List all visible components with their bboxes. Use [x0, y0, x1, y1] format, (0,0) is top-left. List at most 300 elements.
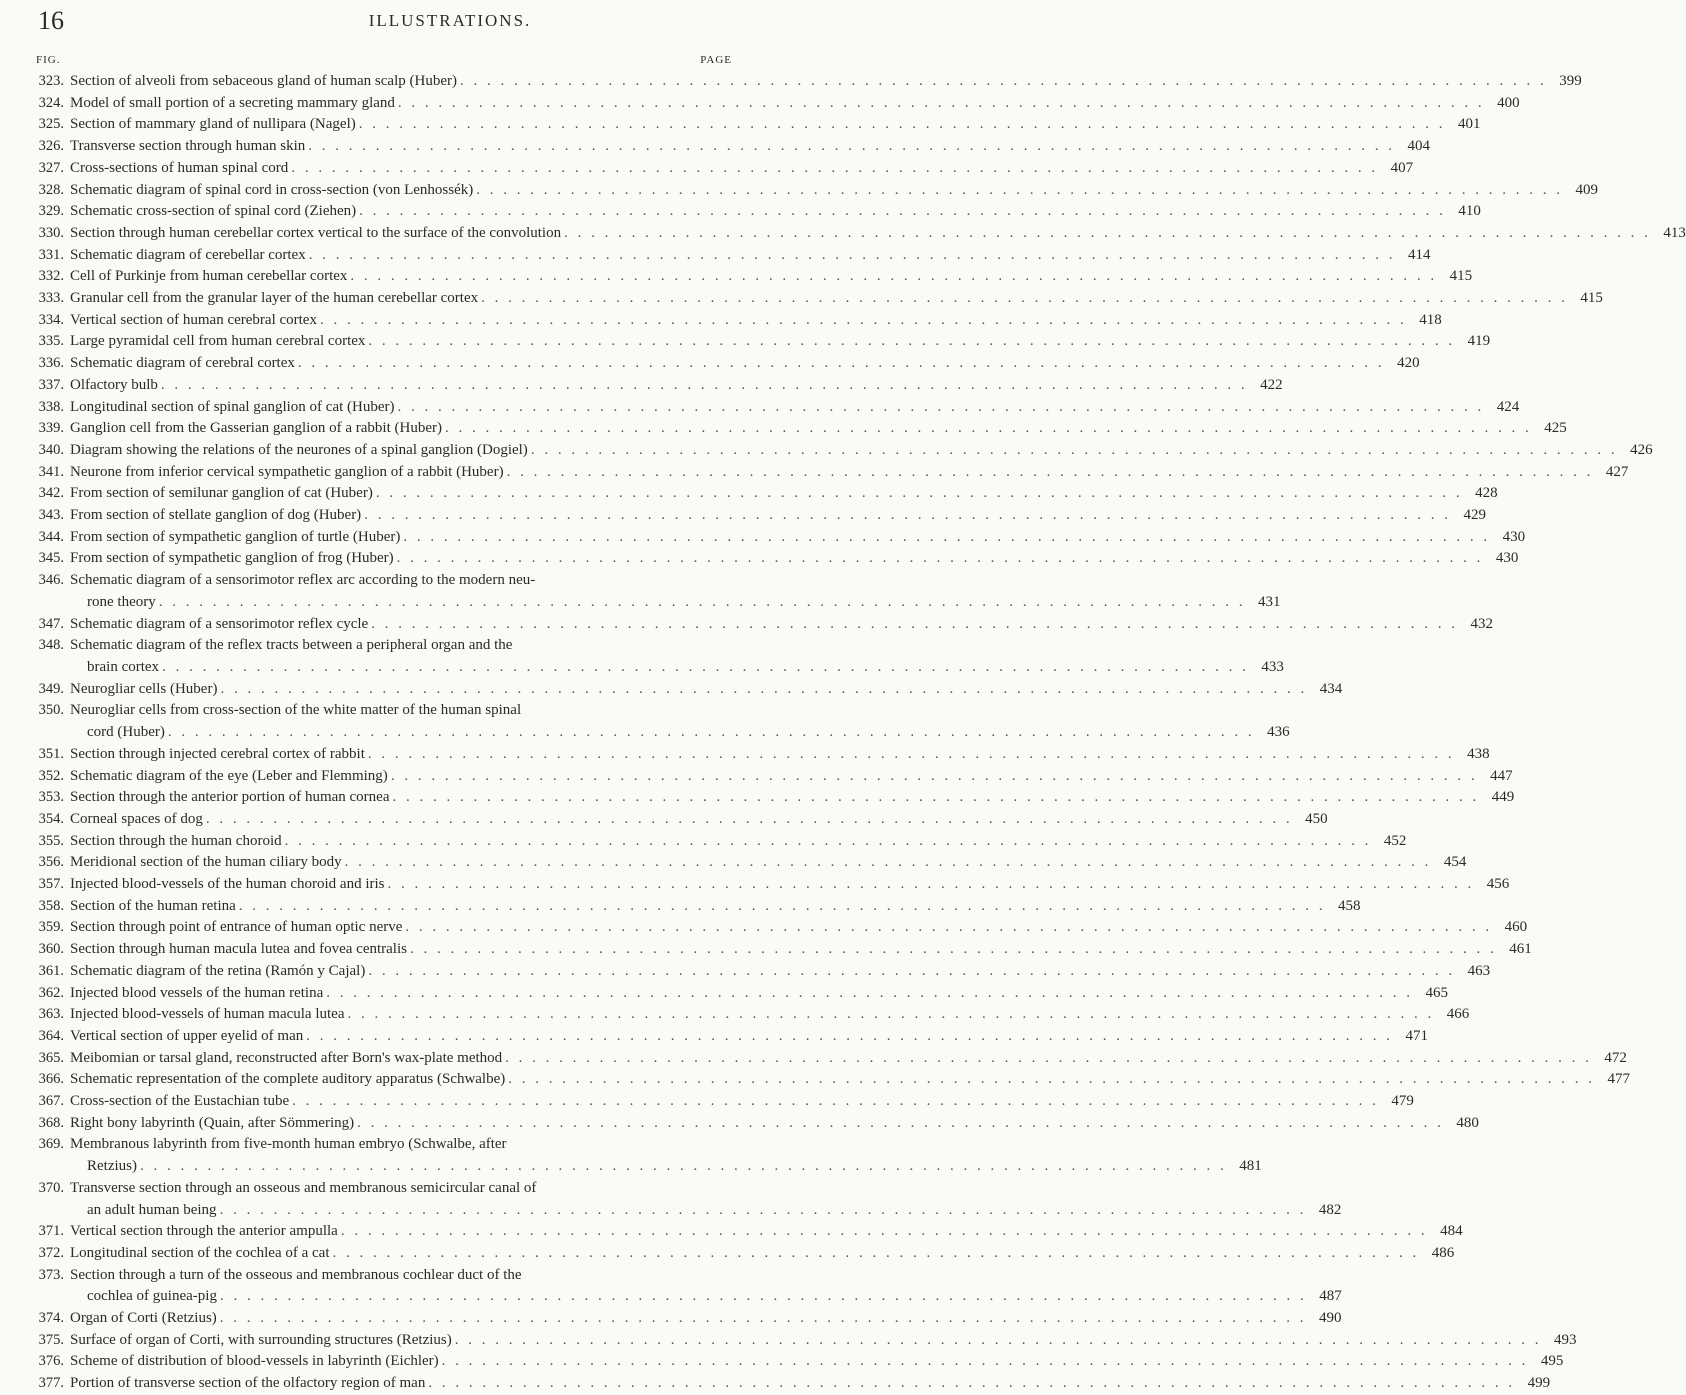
- dot-leader: [398, 93, 1485, 115]
- list-item: [0, 1351, 1564, 1373]
- figure-number: 371.: [38, 1223, 64, 1240]
- entry-title: Schematic diagram of cerebral cortex: [70, 355, 295, 372]
- page-reference: 460: [1504, 919, 1528, 936]
- entry-line: [70, 1069, 1630, 1091]
- list-item: [0, 917, 1528, 939]
- list-item: [0, 548, 1519, 570]
- dot-leader: [460, 71, 1547, 93]
- dot-leader: [162, 657, 1249, 679]
- figure-number: 345.: [38, 550, 64, 567]
- dot-leader: [308, 136, 1395, 158]
- page-reference: 415: [1580, 290, 1603, 307]
- page-reference: 420: [1397, 355, 1420, 372]
- entry-title-block: [70, 809, 1328, 831]
- dot-leader: [359, 114, 1446, 136]
- page-reference: 401: [1458, 116, 1481, 133]
- list-item: [0, 896, 1361, 918]
- running-title: ILLUSTRATIONS.: [368, 11, 532, 30]
- page-reference: 400: [1497, 94, 1520, 111]
- list-item: [0, 310, 1442, 332]
- dot-leader: [364, 505, 1451, 527]
- entry-title-block: [70, 548, 1519, 570]
- entry-title: Schematic representation of the complete auditory apparatus (Schwalbe): [70, 1071, 506, 1088]
- figure-number: 337.: [38, 376, 64, 393]
- entry-line: [70, 722, 1290, 744]
- figure-number: 344.: [38, 528, 64, 545]
- list-item: [0, 961, 1491, 983]
- list-item: [0, 1134, 1262, 1177]
- entry-title: Neurogliar cells (Huber): [70, 680, 218, 697]
- entry-title: Vertical section of upper eyelid of man: [70, 1027, 304, 1044]
- entry-title: Schematic diagram of spinal cord in cross-section (von Lenhossék): [70, 181, 474, 198]
- entry-title-block: [70, 375, 1283, 397]
- figure-number: 330.: [38, 224, 64, 241]
- page-reference: 486: [1431, 1244, 1455, 1261]
- dot-leader: [168, 722, 1255, 744]
- entry-line: [70, 440, 1653, 462]
- dot-leader: [359, 201, 1446, 223]
- dot-leader: [481, 288, 1568, 310]
- entry-title-block: [70, 71, 1582, 93]
- entry-line: [70, 787, 1515, 809]
- page-reference: 404: [1407, 138, 1431, 155]
- dot-leader: [220, 679, 1307, 701]
- page-reference: 461: [1509, 941, 1532, 958]
- entry-title: Olfactory bulb: [70, 376, 158, 393]
- entry-title: Section of alveoli from sebaceous gland of human scalp (Huber): [70, 73, 457, 89]
- list-item: [0, 1265, 1342, 1308]
- dot-leader: [405, 917, 1492, 939]
- list-item: [0, 418, 1567, 440]
- list-item: [0, 570, 1281, 613]
- entry-title: Corneal spaces of dog: [70, 810, 203, 827]
- figure-number: 367.: [38, 1093, 64, 1110]
- entry-title-continuation: rone theory: [87, 593, 156, 610]
- entry-title: Section through human macula lutea and fovea centralis: [70, 941, 407, 958]
- entry-line: [70, 288, 1603, 310]
- entry-line: [70, 896, 1361, 918]
- figure-number: 323.: [38, 73, 64, 89]
- page-reference: 430: [1502, 528, 1526, 545]
- entry-line: [70, 353, 1420, 375]
- entry-title-block: [70, 180, 1598, 202]
- list-item: [0, 1308, 1342, 1330]
- page-reference: 477: [1607, 1071, 1630, 1088]
- entry-line: [70, 93, 1520, 115]
- dot-leader: [357, 1113, 1444, 1135]
- entry-title: Section of mammary gland of nullipara (Nagel): [70, 116, 356, 133]
- figure-number: 338.: [38, 398, 64, 415]
- entry-line: [70, 1200, 1342, 1222]
- dot-leader: [445, 418, 1532, 440]
- entry-title-block: [70, 266, 1473, 288]
- entry-title-block: [70, 331, 1491, 353]
- entry-title-block: [70, 614, 1493, 636]
- entry-title: Diagram showing the relations of the neurones of a spinal ganglion (Dogiel): [70, 441, 528, 458]
- entry-title-block: [70, 418, 1567, 440]
- entry-line: [70, 592, 1281, 614]
- entry-title-block: [70, 1265, 1342, 1308]
- entry-title-block: [70, 939, 1532, 961]
- page-reference: 434: [1319, 680, 1343, 697]
- list-item: [0, 440, 1653, 462]
- entry-title: Section through point of entrance of human optic nerve: [70, 919, 403, 936]
- entry-title: Neurone from inferior cervical sympathetic ganglion of a rabbit (Huber): [70, 463, 504, 480]
- dot-leader: [428, 1373, 1515, 1395]
- figure-number: 363.: [38, 1006, 64, 1023]
- dot-leader: [309, 245, 1396, 267]
- list-item: [0, 809, 1328, 831]
- list-item: [0, 375, 1283, 397]
- dot-leader: [455, 1330, 1542, 1352]
- figure-number: 375.: [38, 1331, 64, 1348]
- page-reference: 424: [1496, 398, 1520, 415]
- list-item: [0, 483, 1498, 505]
- entry-title: Large pyramidal cell from human cerebral cortex: [70, 333, 366, 350]
- figure-number: 341.: [38, 463, 64, 480]
- entry-title-block: [70, 288, 1603, 310]
- entry-title-continuation: brain cortex: [87, 658, 160, 675]
- entry-title: Injected blood-vessels of the human choroid and iris: [70, 876, 385, 893]
- entry-title-block: [70, 961, 1491, 983]
- entry-title-block: [70, 245, 1431, 267]
- entry-title-block: [70, 1069, 1630, 1091]
- entry-title: Schematic diagram of a sensorimotor reflex arc according to the modern neu-: [70, 572, 536, 589]
- figure-number: 353.: [38, 789, 64, 806]
- dot-leader: [140, 1156, 1227, 1178]
- list-item: [0, 136, 1431, 158]
- entry-line: [70, 266, 1473, 288]
- entry-line: [70, 809, 1328, 831]
- entry-line: [70, 614, 1493, 636]
- entry-title: Injected blood-vessels of human macula lutea: [70, 1006, 345, 1023]
- page-reference: 472: [1604, 1049, 1627, 1066]
- entry-line: [70, 917, 1528, 939]
- list-item: [0, 223, 1686, 245]
- entry-title-block: [70, 1048, 1627, 1070]
- figure-number: 366.: [38, 1071, 64, 1088]
- entry-title-block: [70, 1373, 1551, 1395]
- entry-line: [70, 548, 1519, 570]
- fig-column-label: FIG.: [36, 54, 61, 66]
- entry-title-continuation: an adult human being: [87, 1201, 217, 1218]
- page-reference: 415: [1449, 268, 1473, 285]
- page-header: [0, 4, 800, 44]
- entry-title: Vertical section through the anterior ampulla: [70, 1223, 338, 1240]
- entry-title-block: [70, 1091, 1414, 1113]
- entry-title-block: [70, 93, 1520, 115]
- figure-number: 348.: [38, 637, 64, 654]
- dot-leader: [403, 527, 1490, 549]
- entry-title-continuation: Retzius): [87, 1158, 137, 1175]
- dot-leader: [398, 397, 1485, 419]
- entry-line: [70, 245, 1431, 267]
- page-reference: 428: [1475, 485, 1498, 502]
- figure-number: 327.: [38, 159, 64, 176]
- list-item: [0, 983, 1449, 1005]
- entry-title-block: [70, 896, 1361, 918]
- entry-title: Schematic cross-section of spinal cord (Ziehen): [70, 203, 357, 220]
- page-reference: 436: [1267, 724, 1290, 741]
- list-item: [0, 71, 1582, 93]
- list-item: [0, 1048, 1627, 1070]
- dot-leader: [442, 1351, 1529, 1373]
- entry-line: [70, 1113, 1479, 1135]
- figure-number: 373.: [38, 1266, 64, 1283]
- entry-line: [70, 1091, 1414, 1113]
- entry-title: Cross-sections of human spinal cord: [70, 159, 289, 176]
- entry-title-block: [70, 635, 1284, 678]
- entry-title: Schematic diagram of the reflex tracts between a peripheral organ and the: [70, 637, 513, 654]
- entry-title: Section through the human choroid: [70, 832, 282, 849]
- list-item: [0, 353, 1420, 375]
- entry-title-block: [70, 310, 1442, 332]
- page-reference: 426: [1630, 441, 1653, 458]
- dot-leader: [397, 548, 1484, 570]
- dot-leader: [161, 375, 1248, 397]
- page-reference: 466: [1446, 1006, 1470, 1023]
- figure-number: 364.: [38, 1027, 64, 1044]
- page-reference: 499: [1527, 1375, 1551, 1392]
- entry-title: Meridional section of the human ciliary body: [70, 854, 342, 871]
- entry-title: Section through human cerebellar cortex vertical to the surface of the convolution: [70, 224, 562, 241]
- entry-title: Longitudinal section of spinal ganglion of cat (Huber): [70, 398, 395, 415]
- figure-number: 349.: [38, 680, 64, 697]
- entry-title-block: [70, 440, 1653, 462]
- entry-title: Cross-section of the Eustachian tube: [70, 1093, 290, 1110]
- page-reference: 482: [1318, 1201, 1342, 1218]
- dot-leader: [507, 462, 1594, 484]
- dot-leader: [393, 787, 1480, 809]
- dot-leader: [348, 1004, 1435, 1026]
- entry-line: [70, 180, 1598, 202]
- page-column-label: PAGE: [700, 54, 732, 66]
- entry-title-block: [70, 766, 1513, 788]
- entry-line: [70, 375, 1283, 397]
- dot-leader: [292, 1091, 1379, 1113]
- list-item: [0, 614, 1493, 636]
- figure-number: 359.: [38, 919, 64, 936]
- figure-number: 336.: [38, 355, 64, 372]
- dot-leader: [306, 1026, 1393, 1048]
- figure-number: 335.: [38, 333, 64, 350]
- entry-title-block: [70, 831, 1407, 853]
- dot-leader: [350, 266, 1437, 288]
- entry-title: Ganglion cell from the Gasserian ganglion of a rabbit (Huber): [70, 420, 442, 437]
- figure-number: 357.: [38, 876, 64, 893]
- list-item: [0, 1113, 1479, 1135]
- entry-title-block: [70, 787, 1515, 809]
- page-reference: 454: [1443, 854, 1467, 871]
- page-reference: 413: [1663, 224, 1686, 241]
- list-item: [0, 93, 1520, 115]
- list-item: [0, 744, 1490, 766]
- entry-title: Injected blood vessels of the human retina: [70, 984, 324, 1001]
- figure-number: 360.: [38, 941, 64, 958]
- entry-title: Schematic diagram of cerebellar cortex: [70, 246, 306, 263]
- page-reference: 414: [1407, 246, 1431, 263]
- entry-title-block: [70, 874, 1510, 896]
- list-item: [0, 787, 1515, 809]
- entry-title: Portion of transverse section of the olfactory region of man: [70, 1375, 426, 1392]
- list-item: [0, 700, 1290, 743]
- figure-number: 324.: [38, 94, 64, 111]
- page-reference: 449: [1491, 789, 1515, 806]
- figure-number: 340.: [38, 441, 64, 458]
- page-reference: 419: [1467, 333, 1491, 350]
- entry-title: From section of stellate ganglion of dog (Huber): [70, 507, 362, 524]
- dot-leader: [505, 1048, 1592, 1070]
- dot-leader: [291, 158, 1378, 180]
- page-reference: 484: [1440, 1223, 1463, 1240]
- entry-line: [70, 766, 1513, 788]
- entry-title: Transverse section through human skin: [70, 138, 306, 155]
- figure-number: 377.: [38, 1375, 64, 1392]
- list-item: [0, 158, 1414, 180]
- figure-number: 346.: [38, 572, 64, 589]
- figure-number: 372.: [38, 1244, 64, 1261]
- figure-number: 331.: [38, 246, 64, 263]
- page-reference: 432: [1470, 615, 1493, 632]
- entry-line: [70, 939, 1532, 961]
- figure-number: 355.: [38, 832, 64, 849]
- list-item: [0, 1221, 1463, 1243]
- page-reference: 431: [1257, 593, 1281, 610]
- list-item: [0, 1069, 1630, 1091]
- entry-line: [70, 418, 1567, 440]
- page-reference: 422: [1260, 376, 1283, 393]
- page-reference: 429: [1463, 507, 1486, 524]
- page-reference: 410: [1458, 203, 1481, 220]
- entry-line: [70, 961, 1491, 983]
- list-item: [0, 331, 1491, 353]
- page-reference: 438: [1467, 745, 1490, 762]
- figure-number: 342.: [38, 485, 64, 502]
- figure-number: 329.: [38, 203, 64, 220]
- entry-line: [70, 1286, 1342, 1308]
- dot-leader: [220, 1286, 1307, 1308]
- entry-title-block: [70, 201, 1481, 223]
- page-reference: 399: [1559, 73, 1582, 89]
- entry-title-block: [70, 483, 1498, 505]
- entry-line: [70, 1373, 1551, 1395]
- page-number: 16: [38, 6, 64, 35]
- entry-title: Section through injected cerebral cortex of rabbit: [70, 745, 365, 762]
- page-reference: 495: [1540, 1353, 1564, 1370]
- dot-leader: [220, 1308, 1307, 1330]
- page-reference: 407: [1390, 159, 1414, 176]
- dot-leader: [220, 1200, 1307, 1222]
- list-item: [0, 397, 1520, 419]
- entry-title: Section of the human retina: [70, 897, 236, 914]
- dot-leader: [376, 483, 1463, 505]
- entry-title-block: [70, 136, 1431, 158]
- entry-title-block: [70, 983, 1449, 1005]
- figure-number: 333.: [38, 290, 64, 307]
- page-reference: 447: [1490, 767, 1513, 784]
- list-item: [0, 1373, 1551, 1395]
- list-item: [0, 462, 1629, 484]
- figure-number: 369.: [38, 1136, 64, 1153]
- figure-number: 343.: [38, 507, 64, 524]
- entry-title-block: [70, 744, 1490, 766]
- entry-line: [70, 744, 1490, 766]
- entry-title-block: [70, 1004, 1470, 1026]
- entry-title-block: [70, 852, 1467, 874]
- entry-title-block: [70, 1113, 1479, 1135]
- entry-title-block: [70, 158, 1414, 180]
- entry-title: Model of small portion of a secreting mammary gland: [70, 94, 395, 111]
- list-item: [0, 1243, 1455, 1265]
- page-reference: 425: [1544, 420, 1567, 437]
- entry-line: [70, 1351, 1564, 1373]
- figure-number: 361.: [38, 962, 64, 979]
- entry-title: Membranous labyrinth from five-month human embryo (Schwalbe, after: [70, 1136, 507, 1153]
- entry-title-block: [70, 679, 1343, 701]
- entry-line: [70, 1026, 1428, 1048]
- entry-title: Section through the anterior portion of human cornea: [70, 789, 390, 806]
- page-reference: 456: [1486, 876, 1510, 893]
- list-item: [0, 1004, 1470, 1026]
- entry-title: Neurogliar cells from cross-section of the white matter of the human spinal: [70, 702, 522, 719]
- entry-title: Granular cell from the granular layer of the human cerebellar cortex: [70, 290, 479, 307]
- list-item: [0, 831, 1407, 853]
- column-headers: [0, 54, 800, 70]
- dot-leader: [368, 961, 1455, 983]
- entry-title-block: [70, 1351, 1564, 1373]
- entry-title-block: [70, 1221, 1463, 1243]
- entry-title: Schematic diagram of a sensorimotor reflex cycle: [70, 615, 369, 632]
- entry-line: [70, 1156, 1262, 1178]
- figure-number: 351.: [38, 745, 64, 762]
- list-item: [0, 266, 1473, 288]
- entry-title-block: [70, 353, 1420, 375]
- list-item: [0, 505, 1486, 527]
- list-item: [0, 635, 1284, 678]
- entry-title: Cell of Purkinje from human cerebellar cortex: [70, 268, 348, 285]
- entry-title-block: [70, 1026, 1428, 1048]
- entry-title-block: [70, 505, 1486, 527]
- list-item: [0, 679, 1343, 701]
- list-item: [0, 939, 1532, 961]
- figure-number: 358.: [38, 897, 64, 914]
- entry-title-block: [70, 700, 1290, 743]
- entry-line: [70, 310, 1442, 332]
- entry-title: Meibomian or tarsal gland, reconstructed after Born's wax-plate method: [70, 1049, 503, 1066]
- entry-title: Schematic diagram of the retina (Ramón y Cajal): [70, 962, 366, 979]
- figure-number: 362.: [38, 984, 64, 1001]
- dot-leader: [159, 592, 1246, 614]
- figure-number: 328.: [38, 181, 64, 198]
- page-reference: 409: [1575, 181, 1598, 198]
- entry-title-block: [70, 114, 1481, 136]
- figure-number: 339.: [38, 420, 64, 437]
- illustration-list: [0, 71, 1686, 1395]
- entry-line: [70, 983, 1449, 1005]
- entry-line: [70, 527, 1526, 549]
- entry-title-continuation: cochlea of guinea-pig: [87, 1288, 217, 1305]
- figure-number: 365.: [38, 1049, 64, 1066]
- page-reference: 450: [1305, 810, 1328, 827]
- entry-line: [70, 1243, 1455, 1265]
- entry-title: Section through a turn of the osseous and membranous cochlear duct of the: [70, 1266, 522, 1283]
- figure-number: 334.: [38, 311, 64, 328]
- dot-leader: [320, 310, 1407, 332]
- list-item: [0, 1330, 1577, 1352]
- entry-line: [70, 201, 1481, 223]
- dot-leader: [298, 353, 1385, 375]
- entry-line: [70, 1004, 1470, 1026]
